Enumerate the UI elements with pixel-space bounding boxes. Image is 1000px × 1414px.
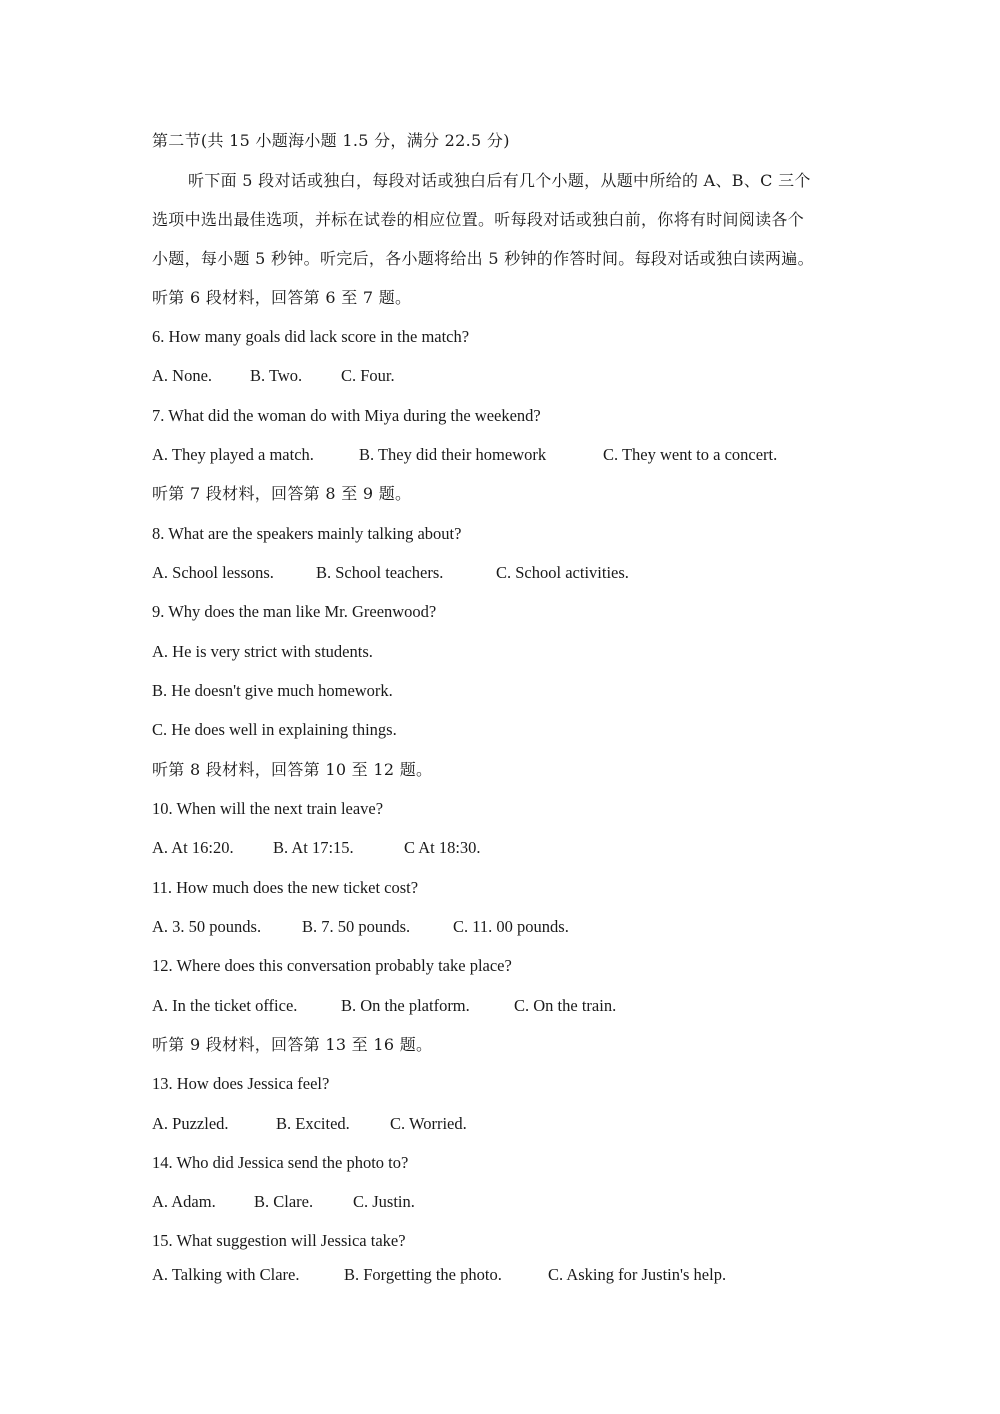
option-10a: A. At 16:20. (152, 838, 234, 857)
option-11c: C. 11. 00 pounds. (453, 917, 569, 936)
option-14c: C. Justin. (353, 1192, 415, 1211)
option-13a: A. Puzzled. (152, 1114, 229, 1133)
option-6c: C. Four. (341, 366, 395, 385)
question-stem-10: 10. When will the next train leave? (152, 799, 384, 818)
option-10c: C At 18:30. (404, 838, 481, 857)
instructions-line-3: 小题，每小题 5 秒钟。听完后，各小题将给出 5 秒钟的作答时间。每段对话或独白读两遍。 (152, 249, 814, 268)
option-7a: A. They played a match. (152, 445, 314, 464)
question-stem-6: 6. How many goals did lack score in the match? (152, 327, 470, 346)
group-intro-6: 听第 6 段材料，回答第 6 至 7 题。 (152, 288, 412, 307)
option-14a: A. Adam. (152, 1192, 216, 1211)
question-stem-15: 15. What suggestion will Jessica take? (152, 1231, 406, 1250)
group-intro-9: 听第 9 段材料，回答第 13 至 16 题。 (152, 1035, 433, 1054)
option-12a: A. In the ticket office. (152, 996, 298, 1015)
option-15c: C. Asking for Justin's help. (548, 1265, 727, 1284)
question-stem-12: 12. Where does this conversation probably take place? (152, 956, 512, 975)
option-11a: A. 3. 50 pounds. (152, 917, 262, 936)
question-stem-9: 9. Why does the man like Mr. Greenwood? (152, 602, 437, 621)
question-stem-13: 13. How does Jessica feel? (152, 1074, 330, 1093)
option-11b: B. 7. 50 pounds. (302, 917, 411, 936)
option-15b: B. Forgetting the photo. (344, 1265, 502, 1284)
option-9a: A. He is very strict with students. (152, 642, 373, 661)
group-intro-7: 听第 7 段材料，回答第 8 至 9 题。 (152, 484, 412, 503)
option-6b: B. Two. (250, 366, 303, 385)
option-12b: B. On the platform. (341, 996, 470, 1015)
option-9b: B. He doesn't give much homework. (152, 681, 393, 700)
option-12c: C. On the train. (514, 996, 617, 1015)
group-intro-8: 听第 8 段材料，回答第 10 至 12 题。 (152, 760, 433, 779)
option-8c: C. School activities. (496, 563, 629, 582)
question-stem-14: 14. Who did Jessica send the photo to? (152, 1153, 409, 1172)
option-8a: A. School lessons. (152, 563, 274, 582)
instructions-line-2: 选项中选出最佳选项，并标在试卷的相应位置。听每段对话或独白前，你将有时间阅读各个 (152, 210, 805, 229)
option-15a: A. Talking with Clare. (152, 1265, 300, 1284)
option-13c: C. Worried. (390, 1114, 467, 1133)
instructions-line-1: 听下面 5 段对话或独白，每段对话或独白后有几个小题，从题中所给的 A、B、C 三个 (188, 171, 811, 190)
question-stem-8: 8. What are the speakers mainly talking about? (152, 524, 462, 543)
option-10b: B. At 17:15. (273, 838, 354, 857)
section-header: 第二节(共 15 小题海小题 1.5 分，满分 22.5 分) (152, 131, 510, 150)
option-7b: B. They did their homework (359, 445, 547, 464)
option-9c: C. He does well in explaining things. (152, 720, 397, 739)
option-13b: B. Excited. (276, 1114, 350, 1133)
option-14b: B. Clare. (254, 1192, 314, 1211)
option-7c: C. They went to a concert. (603, 445, 778, 464)
question-stem-11: 11. How much does the new ticket cost? (152, 878, 419, 897)
option-6a: A. None. (152, 366, 213, 385)
option-8b: B. School teachers. (316, 563, 444, 582)
question-stem-7: 7. What did the woman do with Miya during the weekend? (152, 406, 541, 425)
